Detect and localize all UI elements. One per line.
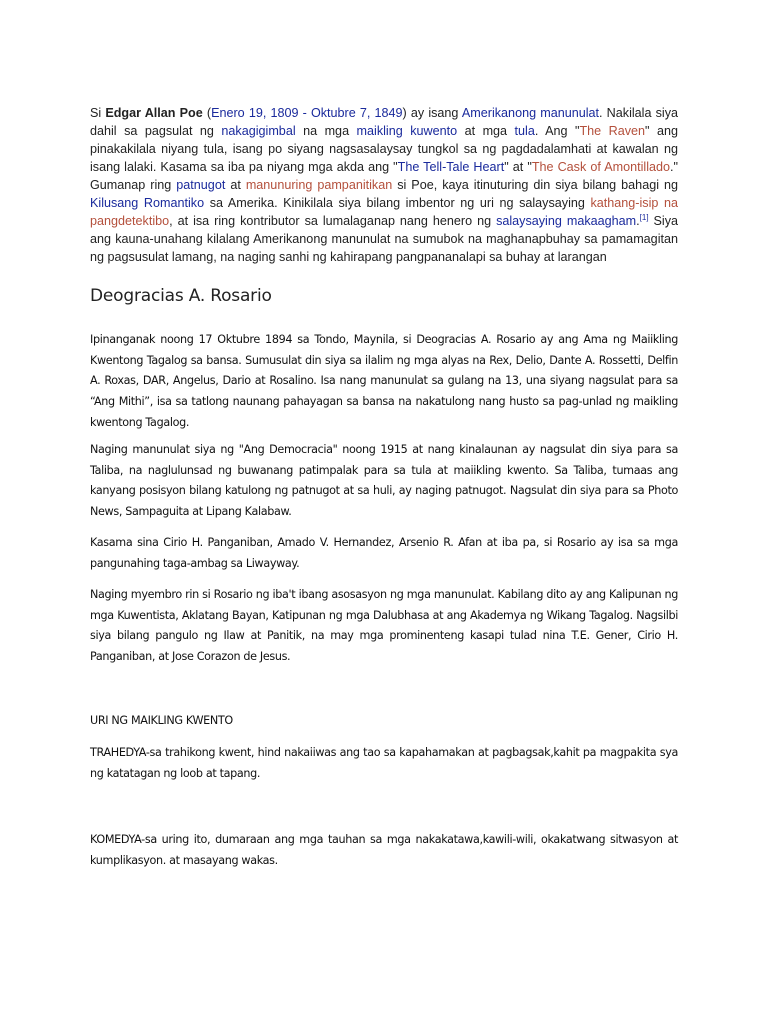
comedy-paragraph: KOMEDYA-sa uring ito, dumaraan ang mga tauhan sa mga nakakatawa,kawili-wili, okakatwang sitwasyon at kumplikasyon. at masayang wakas. [90,833,678,867]
romantic-movement-link[interactable]: Kilusang Romantiko [90,196,205,211]
american-writer-link[interactable]: Amerikanong manunulat [461,105,600,120]
text-segment: ) ay isang [402,105,462,120]
poem-link[interactable]: tula [514,123,535,138]
text-segment: at [225,177,246,192]
short-story-link[interactable]: maikling kuwento [356,123,458,138]
text-segment: " ang pinakakilala niyang tula, isang po siyang nagsasalaysay tungkol sa ng pagdadalamhati at kawalan ng isang lalaki. Kasama sa iba pa niyang mga akda ang " [90,123,678,174]
text-segment: . Ang " [534,123,580,138]
rosario-associations-paragraph: Naging myembro rin si Rosario ng iba't ibang asosasyon ng mga manunulat. Kabilang dito ay ang Kalipunan ng mga Kuwentista, Aklatang Bayan, Katipunan ng mga Dalubhasa at ang Akademya ng Wikang Tagalog. Nagsilbi siya bilang pangulo ng Ilaw at Panitik, na may mga prominenteng kasapi tulad nina T.E. Gener, Cirio H. Panganiban, at Jose Corazon de Jesus. [90,588,678,664]
literary-critic-link[interactable]: manunuring pampanitikan [245,177,393,192]
rosario-birth-paragraph: Ipinanganak noong 17 Oktubre 1894 sa Tondo, Maynila, si Deogracias A. Rosario ay ang Ama ng Maiikling Kwentong Tagalog sa bansa. Sumusulat din siya sa ilalim ng mga alyas na Rex, Delio, Dante A. Rossetti, Delfin A. Roxas, DAR, Angelus, Dario at Rosalino. Isa nang manunulat sa gulang na 13, una siyang nagsulat para sa “Ang Mithi”, isa sa tatlong naunang pahayagan sa bansa na nakatulong nang husto sa pag-unlad ng maikling kwentong Tagalog. [90,333,678,429]
raven-link[interactable]: The Raven [579,123,646,138]
detective-fiction-link[interactable]: kathang-isip na pangdetektibo [90,196,678,229]
poe-paragraph [90,104,678,267]
poe-name: Edgar Allan Poe [105,105,203,120]
dates-link[interactable]: Enero 19, 1809 - Oktubre 7, 1849 [211,105,403,120]
text-segment: at mga [457,123,515,138]
cask-of-amontillado-link[interactable]: The Cask of Amontillado [531,159,671,174]
text-segment: " at " [504,159,532,174]
text-segment: sa Amerika. Kinikilala siya bilang imbentor ng uri ng salaysaying [204,196,591,211]
tragedy-paragraph: TRAHEDYA-sa trahikong kwent, hind nakaiiwas ang tao sa kapahamakan at pagbagsak,kahit pa magpakita sya ng katatagan ng loob at tapang. [90,746,678,780]
text-segment: si Poe, kaya itinuturing din siya bilang bahagi ng [392,177,678,192]
section-heading: Deogracias A. Rosario [90,286,272,306]
telltale-heart-link[interactable]: The Tell-Tale Heart [397,159,505,174]
science-fiction-link[interactable]: salaysaying makaagham [496,214,637,229]
text-segment: ." Gumanap ring [90,159,678,192]
text-segment: . Nakilala siya dahil sa pagsulat ng [90,105,678,138]
text-segment: . [636,214,640,229]
text-segment: , at isa ring kontributor sa lumalaganap nang henero ng [169,214,497,229]
reference-link[interactable]: [1] [639,212,649,222]
text-segment: Si [90,105,106,120]
rosario-liwayway-paragraph: Kasama sina Cirio H. Panganiban, Amado V. Hernandez, Arsenio R. Afan at iba pa, si Rosario ay isa sa mga pangunahing taga-ambag sa Liwayway. [90,536,678,570]
horrific-link[interactable]: nakagigimbal [221,123,296,138]
text-segment: na mga [295,123,357,138]
story-types-heading: URI NG MAIKLING KWENTO [90,714,233,727]
editor-link[interactable]: patnugot [176,177,226,192]
text-segment: Siya ang kauna-unahang kilalang Amerikanong manunulat na sumubok na maghanapbuhay sa pamamagitan ng pagsusulat lamang, na naging sanhi ng kahirapang pangpananalapi sa buhay at larangan [90,214,679,265]
text-segment: ( [202,105,212,120]
rosario-career-paragraph: Naging manunulat siya ng "Ang Democracia" noong 1915 at nang kinalaunan ay nagsulat din siya para sa Taliba, na naglulunsad ng buwanang patimpalak para sa tula at maiikling kwento. Sa Taliba, tumaas ang kanyang posisyon bilang katulong ng patnugot at sa huli, ay naging patnugot. Nagsulat din siya para sa Photo News, Sampaguita at Lipang Kalabaw. [90,443,678,519]
